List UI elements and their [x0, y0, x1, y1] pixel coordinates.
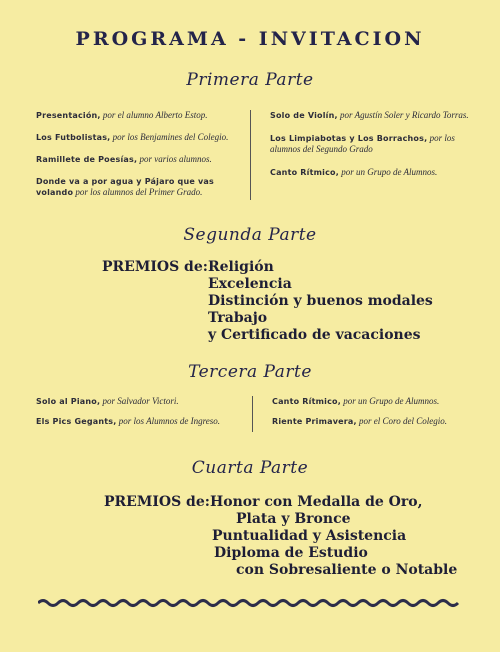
tercera-left-column	[36, 396, 236, 438]
premio-item: con Sobresaliente o Notable	[236, 562, 458, 578]
program-item: Donde va a por agua y Pájaro que vas volando por los alumnos del Primer Grado.	[36, 177, 214, 197]
premio-item: Religión	[208, 259, 274, 275]
premio-item: Puntualidad y Asistencia	[212, 528, 407, 544]
premio-item: Excelencia	[208, 276, 292, 292]
program-item: Canto Rítmico, por un Grupo de Alumnos.	[270, 167, 438, 177]
decorative-wave-border	[38, 597, 464, 609]
premios-label: PREMIOS de:	[104, 494, 210, 510]
primera-right-column	[270, 110, 470, 189]
premio-item: y Certificado de vacaciones	[208, 327, 421, 343]
program-item: Los Futbolistas, por los Benjamines del Colegio.	[36, 132, 229, 142]
program-item: Los Limpiabotas y Los Borrachos, por los alumnos del Segundo Grado	[270, 133, 455, 154]
premio-item: Distinción y buenos modales	[208, 293, 433, 309]
program-item: Els Pics Gegants, por los Alumnos de Ingreso.	[36, 416, 220, 426]
program-item: Solo al Piano, por Salvador Victori.	[36, 396, 179, 406]
tercera-right-column	[272, 396, 472, 438]
section-heading-primera: Primera Parte	[186, 70, 314, 90]
program-item: Solo de Violín, por Agustín Soler y Ricardo Torras.	[270, 110, 469, 120]
premios-list	[210, 494, 457, 579]
premios-list	[208, 259, 433, 344]
program-item: Presentación, por el alumno Alberto Estop.	[36, 110, 208, 120]
program-item: Canto Rítmico, por un Grupo de Alumnos.	[272, 396, 440, 406]
section-heading-segunda: Segunda Parte	[183, 225, 317, 245]
column-divider	[250, 110, 251, 200]
column-divider	[252, 396, 253, 432]
premio-item: Trabajo	[208, 310, 268, 326]
program-item: Riente Primavera, por el Coro del Colegio.	[272, 416, 447, 426]
section-heading-cuarta: Cuarta Parte	[191, 458, 309, 478]
premio-item: Plata y Bronce	[236, 511, 351, 527]
segunda-premios	[102, 259, 452, 345]
premio-item: Honor con Medalla de Oro,	[210, 494, 423, 510]
primera-left-column	[36, 110, 236, 209]
cuarta-premios	[104, 494, 464, 580]
section-heading-tercera: Tercera Parte	[188, 362, 312, 382]
program-item: Ramillete de Poesías, por varios alumnos.	[36, 154, 212, 164]
program-title: PROGRAMA - INVITACION	[75, 28, 425, 50]
premios-label: PREMIOS de:	[102, 259, 208, 275]
premio-item: Diploma de Estudio	[214, 545, 368, 561]
